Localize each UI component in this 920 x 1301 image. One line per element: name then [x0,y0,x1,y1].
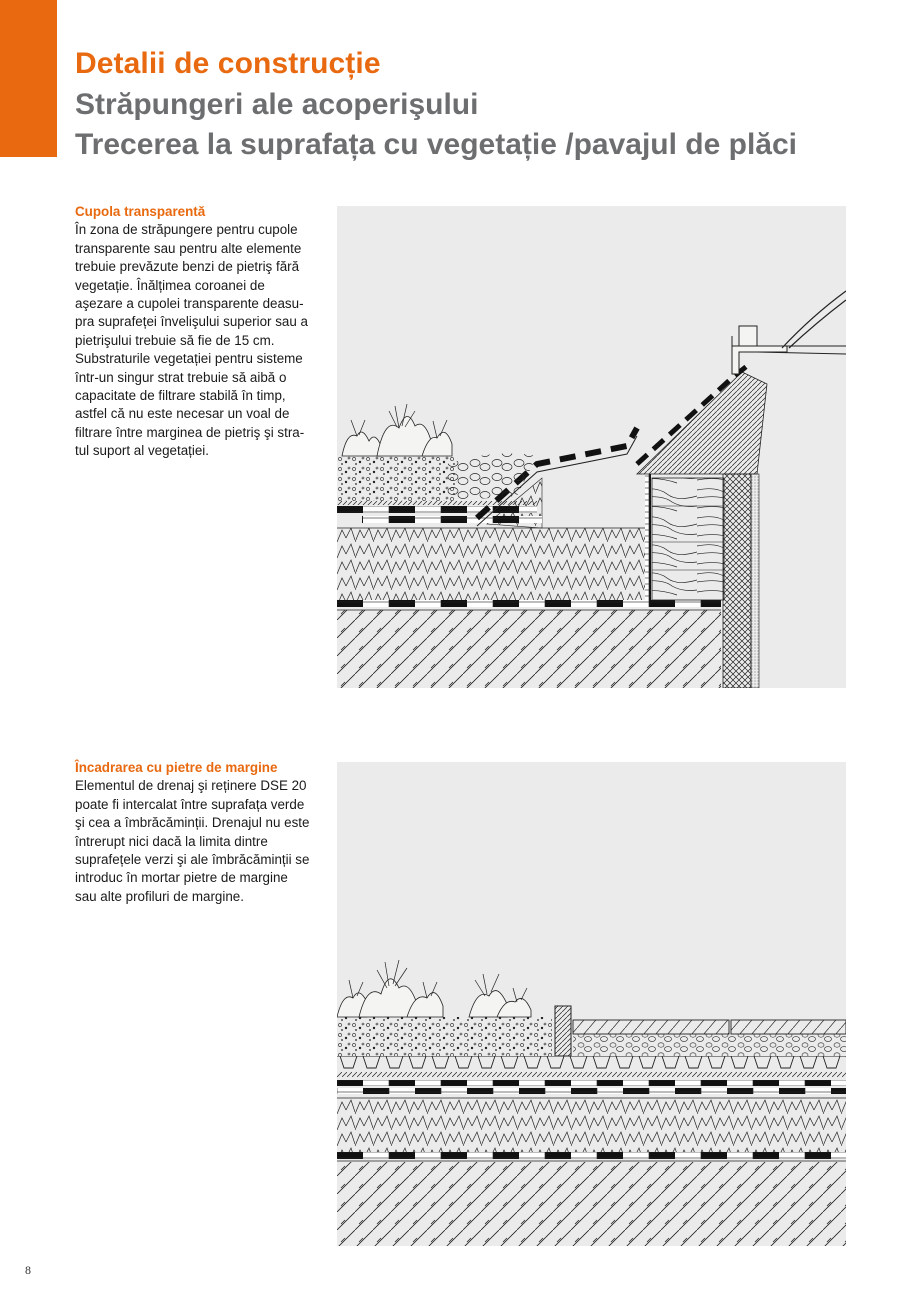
section-heading: Cupola transparentă [75,204,206,219]
figure-edge-stone-detail [337,762,846,1246]
body-line: într-un singur strat trebuie să aibă o [75,369,287,385]
body-line: Elementul de drenaj şi reținere DSE 20 [75,778,307,794]
body-line: pietrişului trebuie să fie de 15 cm. [75,332,275,348]
body-line: şi cea a îmbrăcăminții. Drenajul nu este [75,815,310,831]
body-line: sau alte profiluri de margine. [75,888,244,904]
orange-accent-bar [0,0,57,157]
figure-skylight-detail [337,206,846,688]
body-line: introduc în mortar pietre de margine [75,870,288,886]
body-line: trebuie prevăzute benzi de pietriş fără [75,259,300,275]
section-edge-stones [75,759,325,906]
body-line: poate fi intercalat între suprafața verde [75,796,305,812]
section-heading: Încadrarea cu pietre de margine [75,760,278,775]
page-number: 8 [25,1263,31,1277]
body-line: Substraturile vegetației pentru sisteme [75,351,303,367]
body-line: capacitate de filtrare stabilă în timp, [75,388,286,404]
construction-drawing-skylight [337,206,846,688]
body-line: vegetație. Înălțimea coroanei de [75,277,265,293]
section-skylight [75,203,325,461]
body-line: suprafețele verzi şi ale îmbrăcăminții se [75,852,310,868]
page-title: Detalii de construcție [75,47,381,80]
body-line: transparente sau pentru alte elemente [75,240,302,256]
body-line: tul suport al vegetației. [75,443,209,459]
body-line: întrerupt nici dacă la limita dintre [75,833,268,849]
body-line: aşezare a cupolei transparente deasu- [75,296,304,312]
construction-drawing-edge-stone [337,762,846,1246]
body-line: filtrare între marginea de pietriş şi stra- [75,424,305,440]
page-subtitle-2: Trecerea la suprafața cu vegetație /pavajul de plăci [75,128,798,161]
body-line: pra suprafeței învelişului superior sau a [75,314,308,330]
page-subtitle-1: Străpungeri ale acoperişului [75,88,479,121]
body-line: În zona de străpungere pentru cupole [75,222,298,238]
body-line: astfel că nu este necesar un voal de [75,406,290,422]
